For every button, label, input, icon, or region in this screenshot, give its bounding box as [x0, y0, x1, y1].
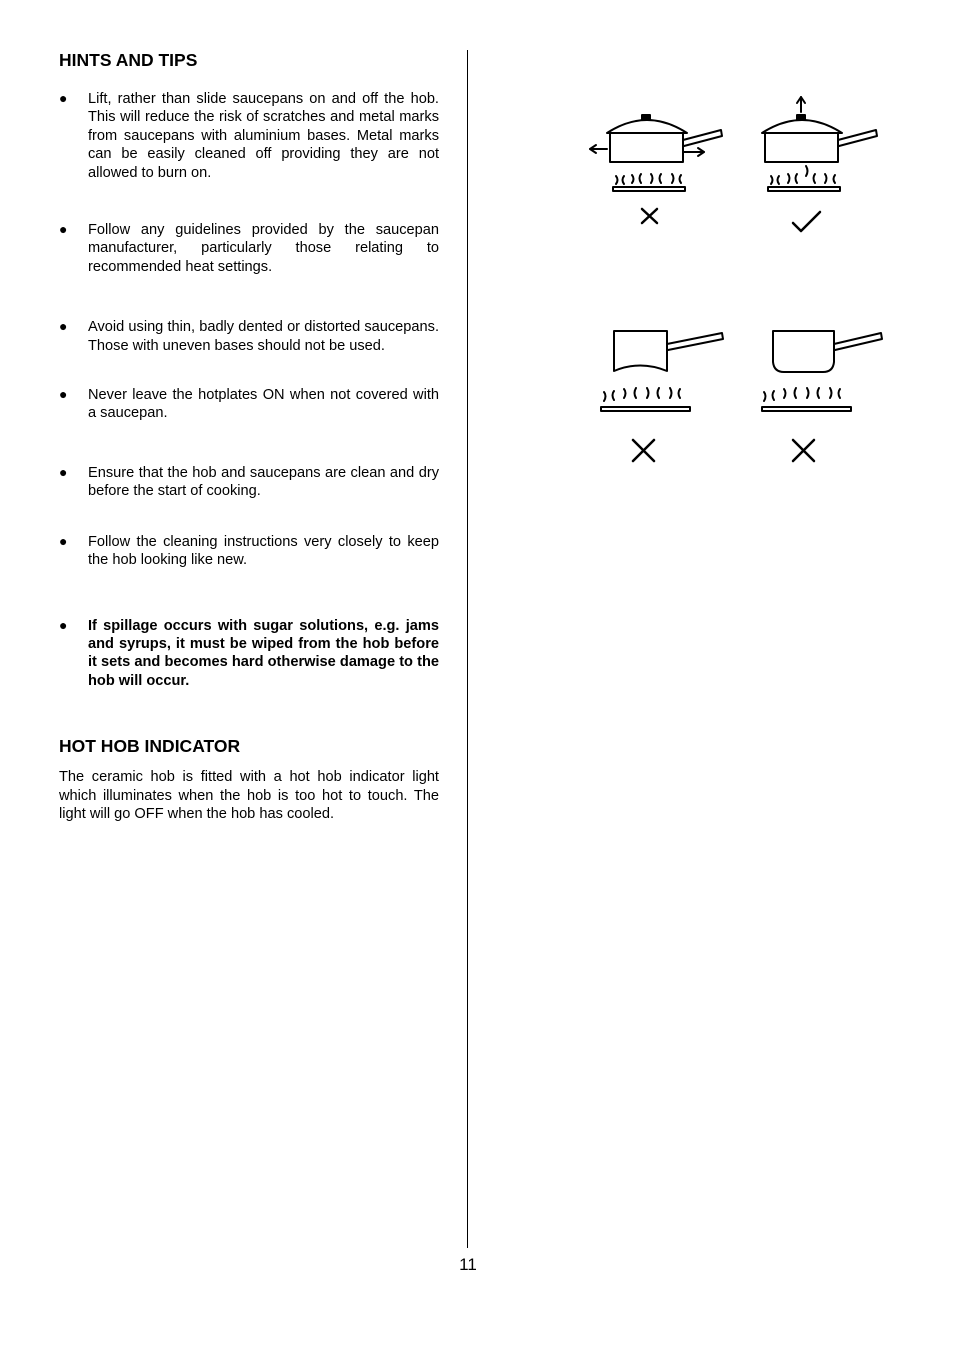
dented-base-pan-wrong-icon: [762, 331, 882, 461]
lift-pan-correct-icon: [762, 97, 877, 231]
bullet-icon: ●: [59, 616, 68, 633]
bullet-icon: ●: [59, 532, 68, 549]
tip-text: Follow the cleaning instructions very closely to keep the hob looking like new.: [88, 533, 439, 569]
tip-text: Never leave the hotplates ON when not covered with a saucepan.: [88, 387, 439, 422]
warped-base-pan-wrong-icon: [601, 331, 723, 461]
list-item: [59, 533, 439, 570]
bullet-icon: ●: [59, 318, 68, 335]
bullet-icon: ●: [59, 386, 68, 403]
column-divider: [467, 50, 468, 1248]
bullet-icon: ●: [59, 463, 68, 480]
indicator-text: The ceramic hob is fitted with a hot hob indicator light which illuminates when the hob is too hot to touch. The light will go OFF when the hob has cooled.: [59, 769, 439, 822]
saucepan-illustration: [580, 90, 900, 480]
list-item: [59, 464, 439, 501]
bullet-icon: ●: [59, 90, 68, 106]
left-column: [59, 48, 439, 823]
tip-text: Ensure that the hob and saucepans are clean and dry before the start of cooking.: [88, 464, 439, 500]
hints-title: HINTS AND TIPS: [59, 50, 198, 70]
list-item: [59, 221, 439, 276]
hints-list: [59, 90, 439, 690]
list-item: [59, 318, 439, 355]
bullet-icon: ●: [59, 221, 68, 238]
list-item: [59, 90, 439, 182]
tip-text: Lift, rather than slide saucepans on and off the hob. This will reduce the risk of scratches and metal marks from saucepans with aluminium bases. Metal marks can be easily cleaned off providing they are not allowed to burn on.: [88, 91, 439, 181]
page-number: 11: [459, 1255, 477, 1274]
list-item: [59, 386, 439, 423]
slide-pan-wrong-icon: [590, 115, 722, 223]
list-item: [59, 617, 439, 691]
tip-text: Avoid using thin, badly dented or distorted saucepans. Those with uneven bases should not be used.: [88, 319, 439, 354]
tip-text: Follow any guidelines provided by the saucepan manufacturer, particularly those relating to recommended heat settings.: [88, 222, 439, 275]
tip-text: If spillage occurs with sugar solutions, e.g. jams and syrups, it must be wiped from the hob before it sets and becomes hard otherwise damage to the hob will occur.: [88, 617, 439, 689]
indicator-title: HOT HOB INDICATOR: [59, 736, 241, 757]
